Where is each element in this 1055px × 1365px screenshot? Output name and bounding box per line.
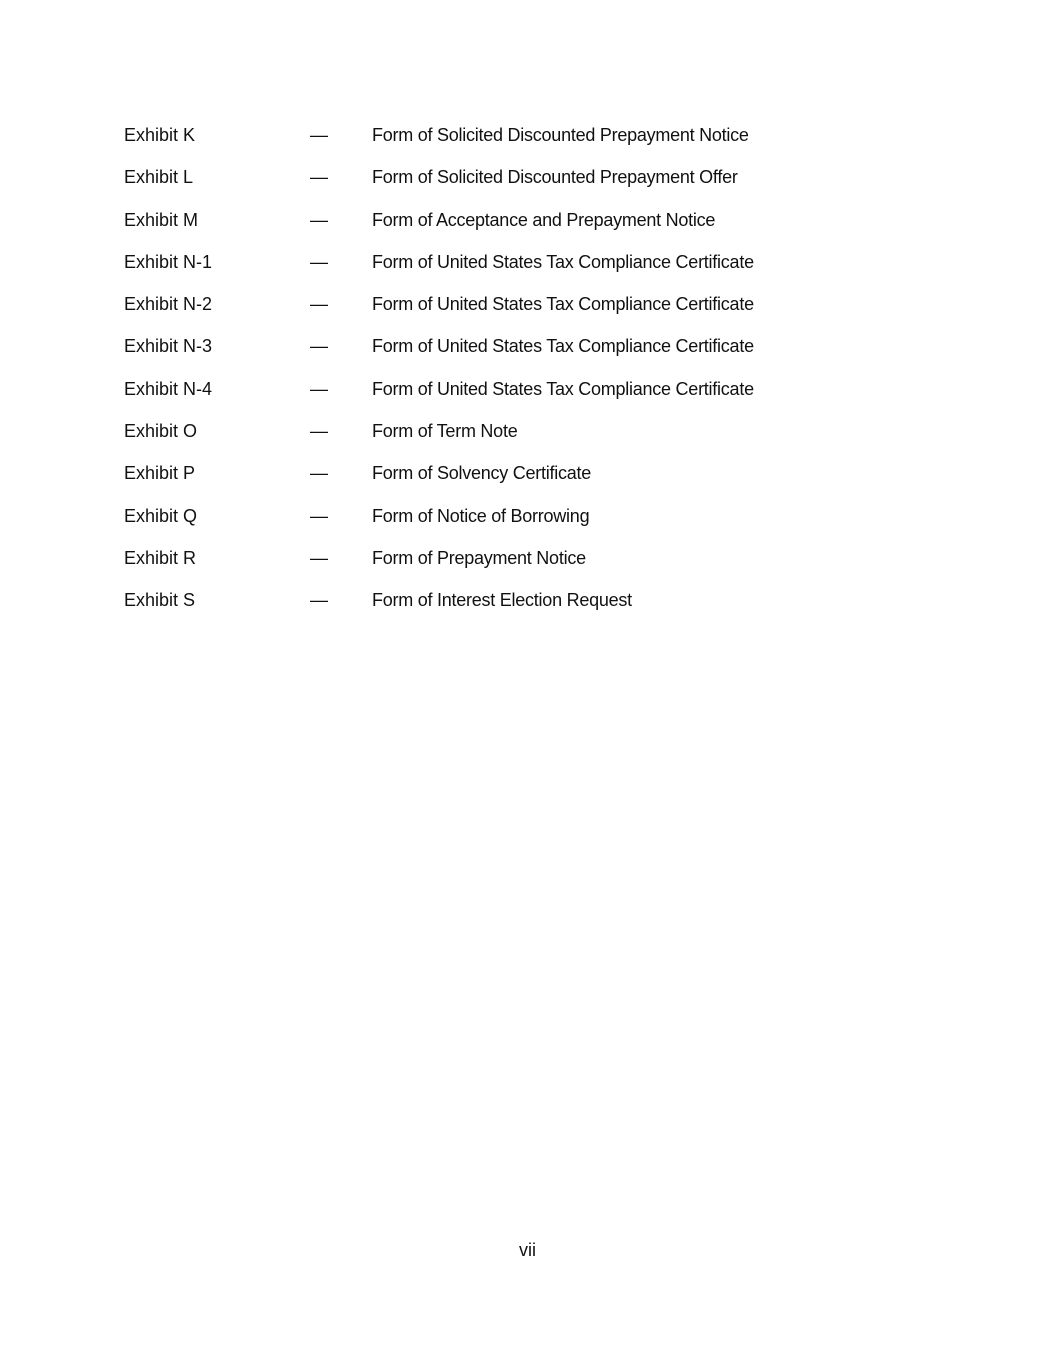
exhibit-row	[124, 377, 824, 419]
exhibit-title: Form of Notice of Borrowing	[372, 505, 590, 526]
exhibit-title: Form of Term Note	[372, 421, 518, 442]
exhibit-title: Form of Solicited Discounted Prepayment Notice	[372, 125, 749, 145]
exhibit-title: Form of Solicited Discounted Prepayment Offer	[372, 167, 738, 188]
exhibit-row	[124, 123, 824, 165]
exhibit-row	[124, 334, 824, 376]
exhibit-dash: —	[310, 505, 328, 526]
exhibit-title: Form of Prepayment Notice	[372, 547, 586, 568]
exhibit-dash: —	[310, 336, 328, 357]
exhibit-title: Form of United States Tax Compliance Certificate	[372, 378, 754, 399]
exhibit-label: Exhibit N-2	[124, 294, 213, 315]
exhibit-label: Exhibit S	[124, 590, 196, 611]
exhibit-dash: —	[310, 125, 328, 145]
exhibit-title: Form of Interest Election Request	[372, 590, 632, 611]
exhibit-label: Exhibit P	[124, 463, 196, 484]
exhibit-row	[124, 419, 824, 461]
exhibit-row	[124, 208, 824, 250]
exhibit-row	[124, 504, 824, 546]
exhibit-row	[124, 546, 824, 588]
exhibit-label: Exhibit L	[124, 167, 194, 188]
exhibit-title: Form of United States Tax Compliance Certificate	[372, 336, 754, 357]
exhibit-label: Exhibit O	[124, 421, 198, 442]
exhibit-label: Exhibit M	[124, 209, 199, 230]
exhibit-label: Exhibit N-1	[124, 251, 213, 272]
exhibit-dash: —	[310, 421, 328, 442]
exhibit-label: Exhibit K	[124, 125, 196, 145]
exhibit-list	[124, 123, 824, 631]
exhibit-dash: —	[310, 294, 328, 315]
exhibit-dash: —	[310, 251, 328, 272]
exhibit-title: Form of Acceptance and Prepayment Notice	[372, 209, 716, 230]
exhibit-dash: —	[310, 167, 328, 188]
exhibit-label: Exhibit Q	[124, 505, 198, 526]
exhibit-row	[124, 461, 824, 503]
exhibit-row	[124, 292, 824, 334]
page-number: vii	[519, 1240, 536, 1260]
exhibit-label: Exhibit N-3	[124, 336, 213, 357]
exhibit-dash: —	[310, 547, 328, 568]
exhibit-row	[124, 588, 824, 630]
exhibit-title: Form of United States Tax Compliance Certificate	[372, 251, 754, 272]
exhibit-label: Exhibit R	[124, 547, 197, 568]
exhibit-title: Form of Solvency Certificate	[372, 463, 592, 484]
exhibit-row	[124, 165, 824, 207]
exhibit-title: Form of United States Tax Compliance Certificate	[372, 294, 754, 315]
exhibit-dash: —	[310, 463, 328, 484]
exhibit-label: Exhibit N-4	[124, 378, 213, 399]
exhibit-dash: —	[310, 209, 328, 230]
exhibit-dash: —	[310, 378, 328, 399]
exhibit-dash: —	[310, 590, 328, 611]
exhibit-row	[124, 250, 824, 292]
